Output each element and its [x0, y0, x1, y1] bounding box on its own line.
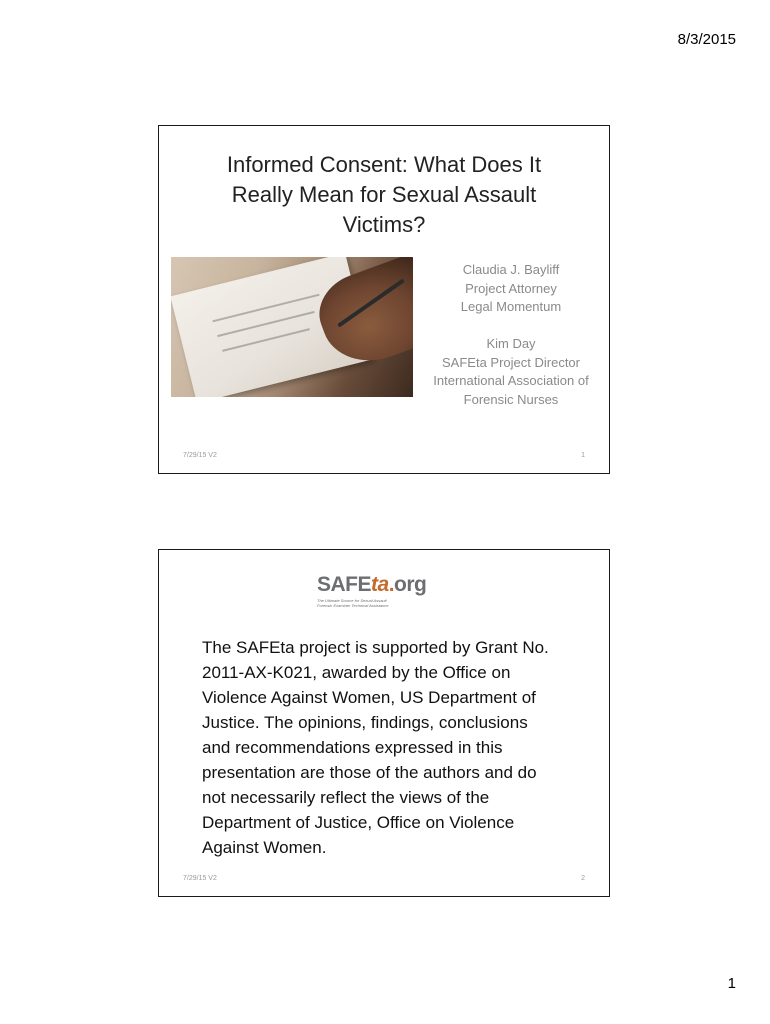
author-line: SAFEta Project Director: [442, 354, 580, 370]
author-line: Forensic Nurses: [463, 391, 559, 407]
slide-2: [158, 549, 610, 897]
logo-org: org: [394, 573, 427, 596]
disclaimer-line: presentation are those of the authors and do: [202, 763, 537, 782]
author-line: Project Attorney: [465, 280, 557, 296]
logo-safe: SAFE: [317, 573, 372, 596]
logo-tagline-line: Forensic Examiner Technical Assistance: [317, 603, 389, 608]
logo-tagline: [317, 598, 437, 608]
disclaimer-line: not necessarily reflect the views of the: [202, 788, 490, 807]
slide-1: [158, 125, 610, 474]
slide-title-line: Informed Consent: What Does It: [226, 152, 542, 177]
disclaimer-line: Against Women.: [202, 838, 327, 857]
slide-footer-date: 7/29/15 V2: [183, 452, 217, 459]
disclaimer-line: Department of Justice, Office on Violence: [202, 813, 515, 832]
slide-number: 1: [581, 452, 585, 459]
author-line: Kim Day: [486, 336, 536, 351]
disclaimer-line: The SAFEta project is supported by Grant No.: [202, 638, 549, 657]
header-date: 8/3/2015: [677, 31, 736, 48]
logo-wordmark: [317, 572, 437, 598]
slide-title: [159, 150, 609, 240]
slide-title-line: Really Mean for Sexual Assault: [231, 182, 537, 207]
author-gap: [421, 317, 601, 336]
safeta-logo: [317, 572, 437, 612]
disclaimer-line: Violence Against Women, US Department of: [202, 688, 536, 707]
author-line: Claudia J. Bayliff: [462, 262, 560, 277]
author-line: International Association of: [433, 373, 589, 388]
page-number: 1: [727, 975, 736, 992]
logo-tagline-line: The Ultimate Source for Sexual Assault: [317, 598, 387, 603]
disclaimer-line: and recommendations expressed in this: [202, 738, 503, 757]
slide-footer-date: 7/29/15 V2: [183, 875, 217, 882]
slide-title-line: Victims?: [342, 212, 426, 237]
author-line: Legal Momentum: [460, 299, 562, 314]
disclaimer-line: Justice. The opinions, findings, conclusions: [202, 713, 528, 732]
logo-dot: .: [388, 573, 395, 596]
logo-ta: ta: [371, 573, 389, 596]
disclaimer-line: 2011-AX-K021, awarded by the Office on: [202, 663, 511, 682]
authors-block: [421, 261, 601, 409]
slide-number: 2: [581, 875, 585, 882]
signing-document-photo: [171, 257, 413, 397]
disclaimer-text: [202, 635, 602, 860]
